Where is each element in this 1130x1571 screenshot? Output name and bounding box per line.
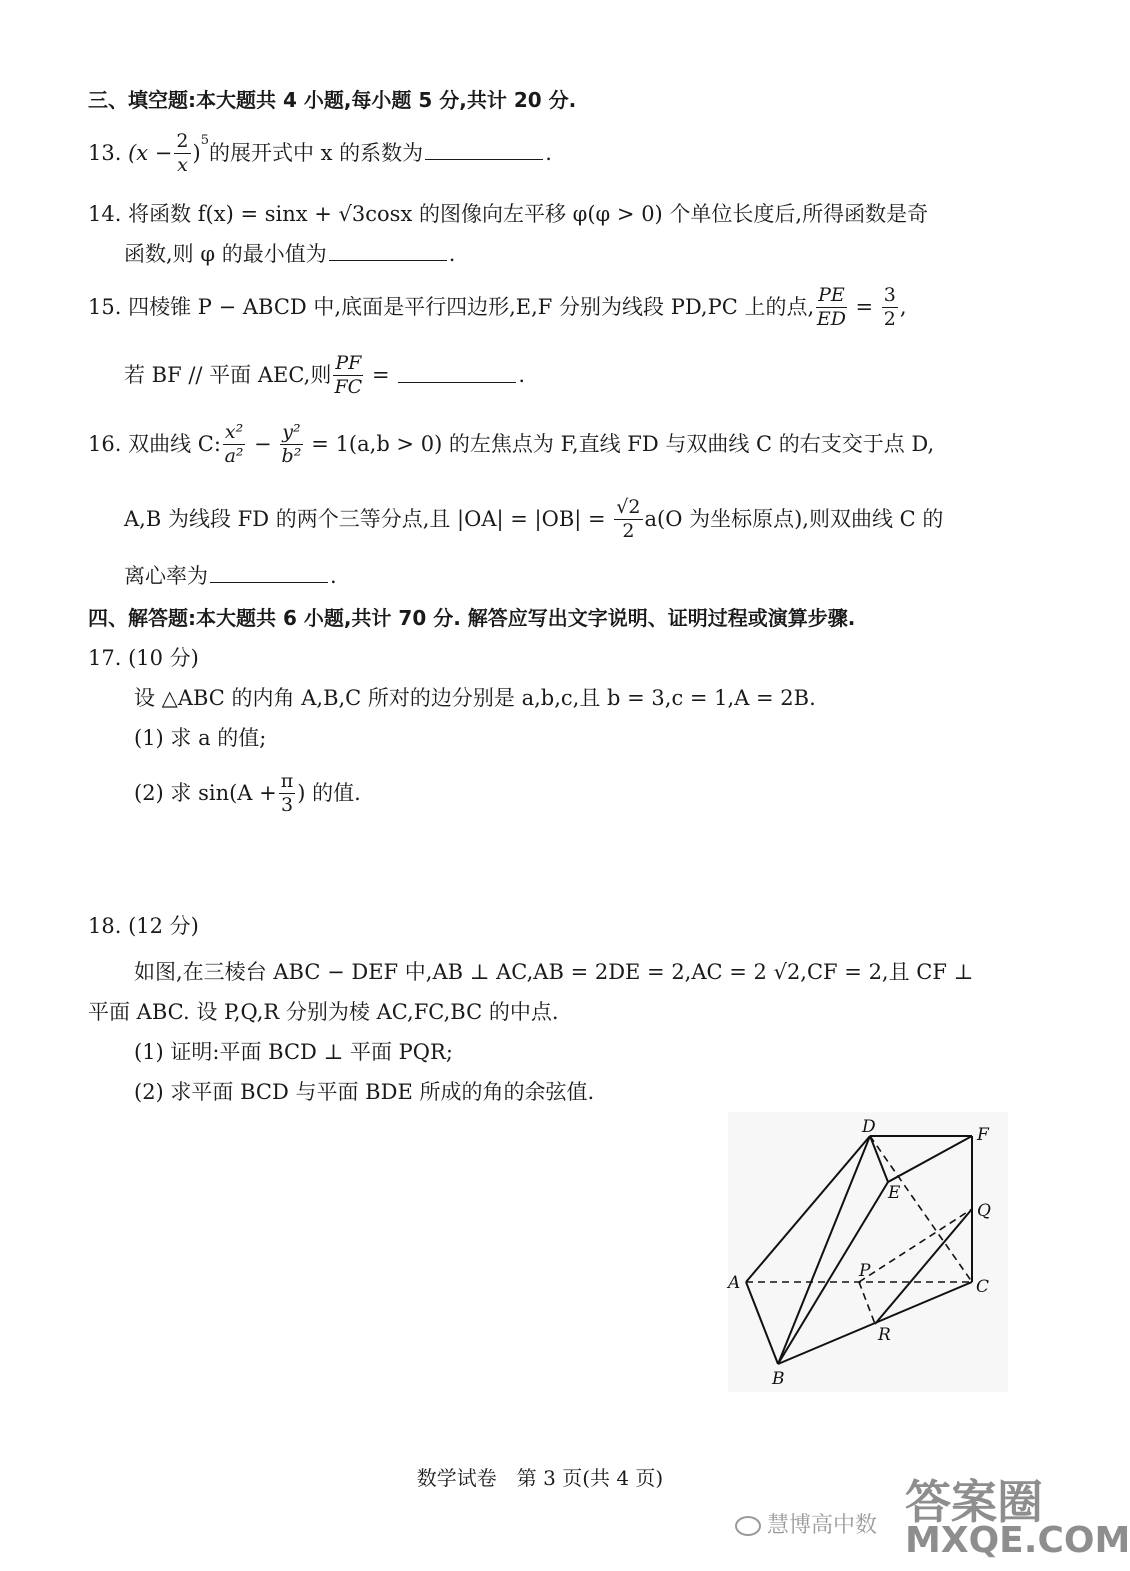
q16-fraction-y2-b2: $\frac{\text{y²}}{\text{b²}}$	[281, 420, 302, 467]
label-F: F	[977, 1125, 989, 1145]
q18-stem-line1: 如图,在三棱台 ABC − DEF 中,AB ⊥ AC,AB = 2DE = 2,AC = 2 √2,CF = 2,且 CF ⊥	[134, 960, 974, 984]
question-16-line3: 离心率为 .	[124, 564, 337, 588]
label-R: R	[878, 1325, 891, 1345]
q14-number: 14.	[88, 202, 122, 226]
label-A: A	[728, 1273, 741, 1293]
watermark-left: 慧博高中数	[735, 1508, 877, 1539]
q16-fraction-sqrt2-2: $\frac{√2}{2}$	[616, 495, 641, 542]
question-14-line2: 函数,则 φ 的最小值为 .	[124, 242, 456, 266]
label-C: C	[976, 1277, 990, 1297]
question-14	[88, 204, 928, 225]
label-B: B	[772, 1369, 785, 1389]
q13-post: )	[192, 140, 201, 165]
q15-fraction-pf-fc: $\frac{PF}{FC}$	[334, 351, 363, 398]
q18-part1: (1) 证明:平面 BCD ⊥ 平面 PQR;	[134, 1040, 453, 1064]
q13-text: 的展开式中 x 的系数为	[208, 140, 424, 165]
q15-fraction-3-2: $\frac{3}{2}$	[883, 283, 896, 330]
question-16-line2: A,B 为线段 FD 的两个三等分点,且 |OA| = |OB| = $\frac{√2}{2}$ a(O 为坐标原点),则双曲线 C 的	[124, 495, 944, 542]
label-P: P	[859, 1261, 871, 1281]
question-16: 16. 双曲线 C: $\frac{\text{x²}}{\text{a²}}$ − $\frac{\text{y²}}{\text{b²}}$ = 1(a,b > 0) 的左焦点为 F,直线 FD 与双曲线 C 的右支交于点 D,	[88, 420, 935, 467]
watermark-stamp: 答案圈	[905, 1475, 1043, 1529]
section3-header: 三、填空题:本大题共 4 小题,每小题 5 分,共计 20 分.	[88, 88, 577, 112]
q18-heading: 18. (12 分)	[88, 914, 199, 938]
q14-line1: 将函数 f(x) = sinx + √3cosx 的图像向左平移 φ(φ > 0) 个单位长度后,所得函数是奇	[128, 202, 929, 226]
q13-exponent: 5	[200, 133, 209, 148]
q14-answer-blank[interactable]	[329, 259, 447, 261]
frustum-figure	[728, 1112, 1008, 1392]
q15-answer-blank[interactable]	[398, 381, 516, 383]
question-15: 15. 四棱锥 P − ABCD 中,底面是平行四边形,E,F 分别为线段 PD,PC 上的点, $\frac{PE}{ED}$ = $\frac{3}{2}$ ,	[88, 283, 907, 330]
q13-pre: (x −	[128, 140, 173, 165]
q15-number: 15.	[88, 294, 122, 319]
section4-header: 四、解答题:本大题共 6 小题,共计 70 分. 解答应写出文字说明、证明过程或演算步骤.	[88, 606, 856, 630]
q15-fraction-pe-ed: $\frac{PE}{ED}$	[816, 283, 847, 330]
q16-number: 16.	[88, 431, 122, 456]
q17-part1: (1) 求 a 的值;	[134, 726, 267, 750]
q17-part2: (2) 求 sin(A + $\frac{\pi}{3}$ ) 的值.	[134, 769, 361, 816]
watermark-site: MXQE.COM	[905, 1520, 1130, 1561]
figure-background	[728, 1112, 1008, 1392]
question-15-line2: 若 BF // 平面 AEC,则 $\frac{PF}{FC}$ = .	[124, 351, 525, 398]
q16-fraction-x2-a2: $\frac{\text{x²}}{\text{a²}}$	[224, 420, 244, 467]
q17-stem: 设 △ABC 的内角 A,B,C 所对的边分别是 a,b,c,且 b = 3,c = 1,A = 2B.	[134, 686, 816, 710]
q13-number: 13.	[88, 140, 122, 165]
label-D: D	[862, 1117, 876, 1137]
q13-fraction: $\frac{2}{x}$	[176, 129, 189, 176]
q18-part2: (2) 求平面 BCD 与平面 BDE 所成的角的余弦值.	[134, 1080, 595, 1104]
wechat-icon	[735, 1516, 761, 1536]
q18-stem-line2: 平面 ABC. 设 P,Q,R 分别为棱 AC,FC,BC 的中点.	[88, 1000, 559, 1024]
question-13: 13. (x − $\frac{2}{x}$ ) 5 的展开式中 x 的系数为 .	[88, 129, 552, 176]
label-Q: Q	[977, 1201, 991, 1221]
q16-answer-blank[interactable]	[210, 581, 328, 583]
label-E: E	[888, 1183, 901, 1203]
q13-answer-blank[interactable]	[425, 158, 543, 160]
q15-line1: 四棱锥 P − ABCD 中,底面是平行四边形,E,F 分别为线段 PD,PC 上的点,	[128, 294, 815, 319]
page-footer: 数学试卷 第 3 页(共 4 页)	[416, 1466, 664, 1490]
q17-fraction-pi-3: $\frac{\pi}{3}$	[280, 769, 294, 816]
q17-heading: 17. (10 分)	[88, 646, 199, 670]
